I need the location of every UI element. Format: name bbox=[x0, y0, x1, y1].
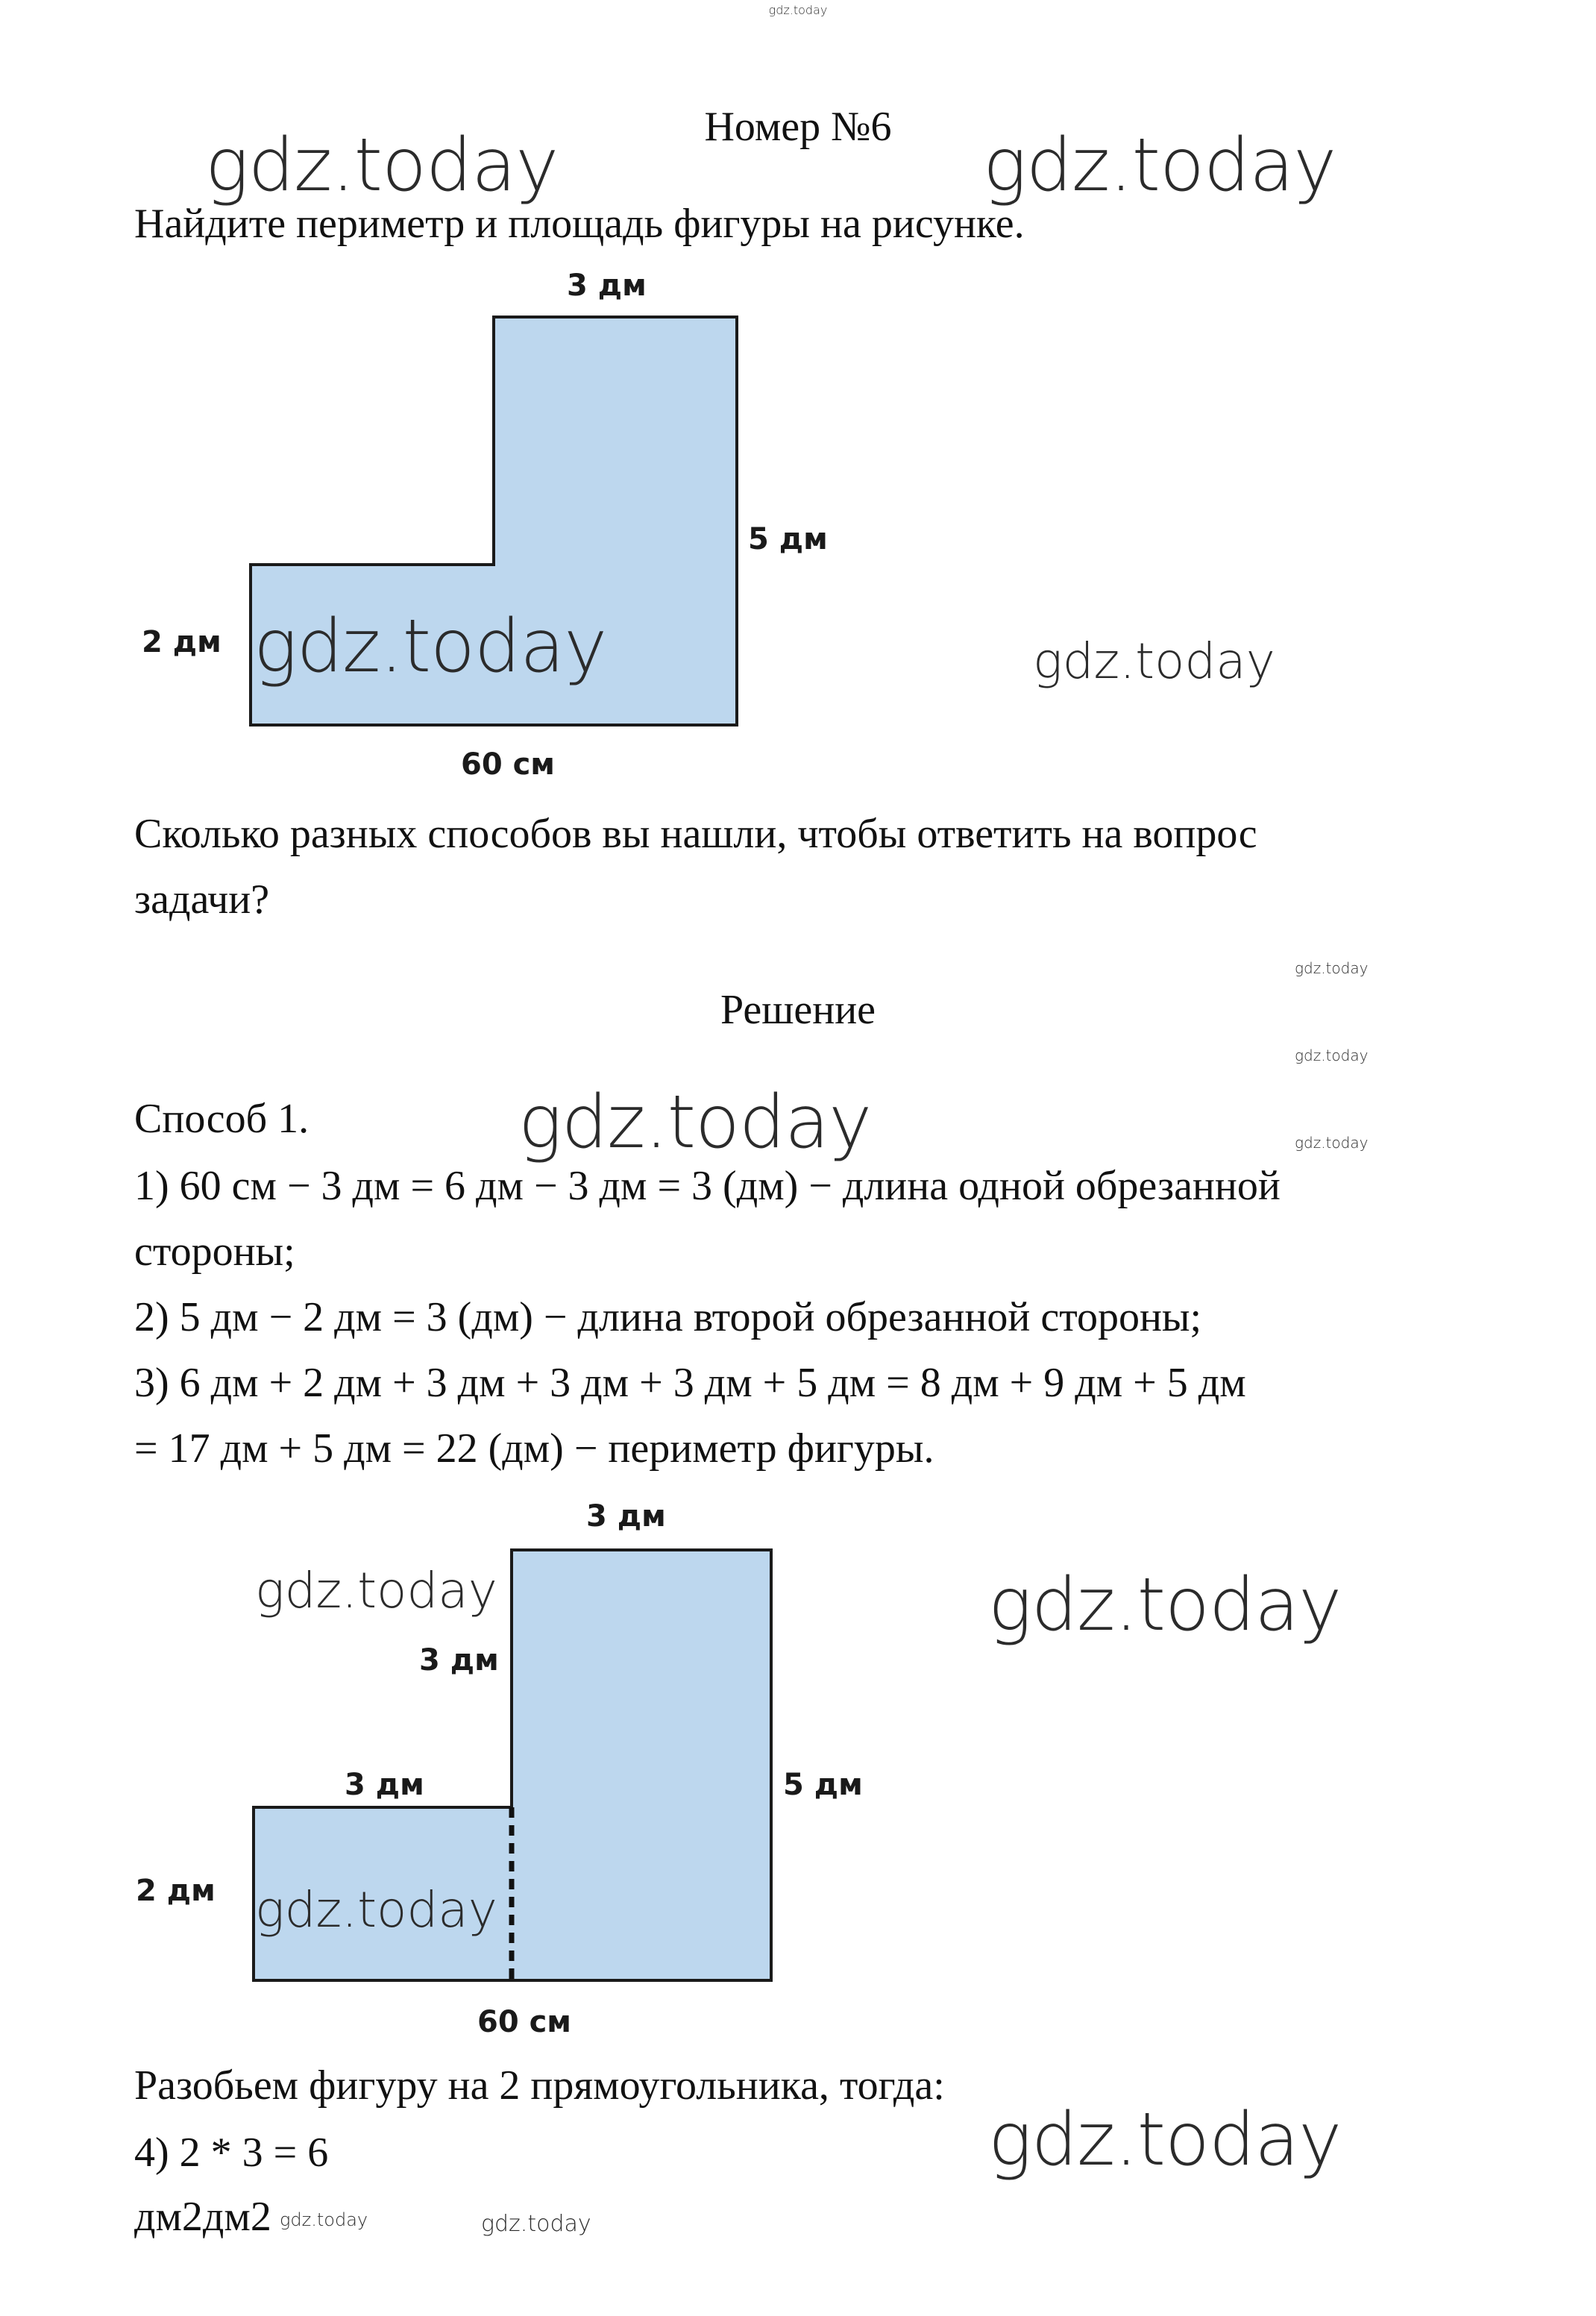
watermark: gdz.today bbox=[1295, 959, 1369, 977]
figure1-label-top: 3 дм bbox=[567, 269, 647, 303]
figure1-label-left: 2 дм bbox=[142, 625, 222, 659]
watermark: gdz.today bbox=[1033, 633, 1275, 690]
watermark: gdz.today bbox=[254, 604, 607, 689]
figure1-label-bottom: 60 см bbox=[461, 747, 555, 782]
watermark: gdz.today bbox=[988, 1563, 1342, 1648]
step-line: 3) 6 дм + 2 дм + 3 дм + 3 дм + 3 дм + 5 дм = 8 дм + 9 дм + 5 дм bbox=[134, 1360, 1246, 1406]
watermark: gdz.today bbox=[983, 123, 1336, 208]
task-text: Найдите периметр и площадь фигуры на рисунке. bbox=[134, 201, 1025, 247]
step-line: стороны; bbox=[134, 1228, 295, 1275]
step-4: 4) 2 * 3 = 6 bbox=[134, 2130, 329, 2176]
step-line: 2) 5 дм − 2 дм = 3 (дм) − длина второй обрезанной стороны; bbox=[134, 1294, 1202, 1340]
figure2-label-right: 5 дм bbox=[783, 1768, 863, 1802]
figure2-label-inner-vertical: 3 дм bbox=[419, 1643, 499, 1678]
watermark: gdz.today bbox=[205, 123, 559, 208]
page-title: Номер №6 bbox=[704, 104, 892, 150]
watermark: gdz.today bbox=[1295, 1046, 1369, 1064]
watermark: gdz.today bbox=[280, 2209, 368, 2230]
watermark: gdz.today bbox=[1295, 1134, 1369, 1152]
method-heading: Способ 1. bbox=[134, 1096, 310, 1142]
split-text: Разобьем фигуру на 2 прямоугольника, тогда: bbox=[134, 2062, 945, 2109]
watermark: gdz.today bbox=[255, 1562, 497, 1619]
question-line-2: задачи? bbox=[134, 876, 270, 923]
watermark: gdz.today bbox=[255, 1881, 497, 1939]
watermark: gdz.today bbox=[518, 1080, 872, 1165]
last-line: дм2дм2 bbox=[134, 2194, 271, 2240]
step-line: = 17 дм + 5 дм = 22 (дм) − периметр фигуры. bbox=[134, 1425, 934, 1472]
figure2-label-inner-horizontal: 3 дм bbox=[345, 1768, 424, 1802]
watermark: gdz.today bbox=[988, 2097, 1342, 2182]
watermark: gdz.today bbox=[481, 2211, 591, 2237]
header-watermark: gdz.today bbox=[768, 3, 828, 17]
figure2-label-top: 3 дм bbox=[586, 1499, 666, 1534]
step-line: 1) 60 см − 3 дм = 6 дм − 3 дм = 3 (дм) − длина одной обрезанной bbox=[134, 1163, 1281, 1209]
question-line-1: Сколько разных способов вы нашли, чтобы ответить на вопрос bbox=[134, 811, 1257, 857]
figure1-label-right: 5 дм bbox=[748, 522, 828, 556]
solution-heading: Решение bbox=[720, 987, 876, 1033]
figure2-label-bottom: 60 см bbox=[477, 2005, 571, 2039]
figure2-label-left: 2 дм bbox=[136, 1874, 216, 1908]
